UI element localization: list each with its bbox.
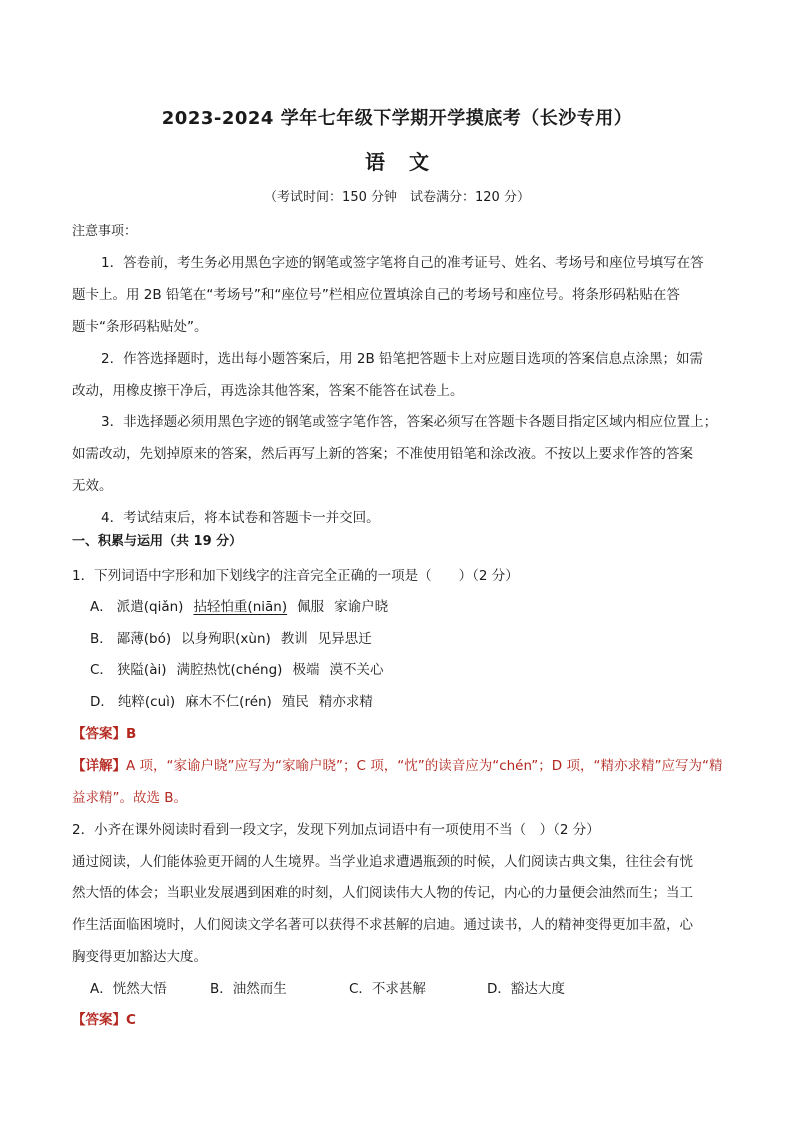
question-1-option-a: A． 派遣(qiǎn) 拈轻怕重(niān) 佩服 家谕户晓 <box>90 599 389 615</box>
question-1-stem: 1．下列词语中字形和加下划线字的注音完全正确的一项是（ ）（2 分） <box>72 568 519 584</box>
notice-line: 2．作答选择题时，选出每小题答案后，用 2B 铅笔把答题卡上对应题目选项的答案信息点涂黑；如需 <box>101 351 704 367</box>
question-2-option-a: A．恍然大悟 <box>90 981 167 997</box>
question-2-option-b: B．油然而生 <box>210 981 287 997</box>
notice-line: 1．答卷前，考生务必用黑色字迹的钢笔或签字笔将自己的准考证号、姓名、考场号和座位号填写在答 <box>101 255 704 271</box>
notice-heading: 注意事项： <box>72 224 138 239</box>
question-2-stem: 2．小齐在课外阅读时看到一段文字，发现下列加点词语中有一项使用不当（ ）（2 分） <box>72 822 600 838</box>
page-title: 2023-2024 学年七年级下学期开学摸底考（长沙专用） <box>161 108 633 129</box>
subject-title <box>0 146 794 175</box>
question-2-passage-line: 胸变得更加豁达大度。 <box>72 949 207 965</box>
notice-line: 题卡上。用 2B 铅笔在“考场号”和“座位号”栏相应位置填涂自己的考场号和座位号。将条形码粘贴在答 <box>72 287 680 303</box>
question-1-answer: 【答案】B <box>72 726 137 742</box>
question-2-answer: 【答案】C <box>72 1012 136 1028</box>
notice-line: 题卡“条形码粘贴处”。 <box>72 319 208 335</box>
notice-line: 无效。 <box>72 478 113 494</box>
notice-line: 如需改动，先划掉原来的答案，然后再写上新的答案；不准使用铅笔和涂改液。不按以上要求作答的答案 <box>72 446 693 462</box>
subject-char: 语 <box>365 150 385 174</box>
question-2-option-d: D．豁达大度 <box>487 981 565 997</box>
question-2-passage-line: 然大悟的体会；当职业发展遇到困难的时刻，人们阅读伟大人物的传记，内心的力量便会油然而生；当工 <box>72 885 693 901</box>
section-heading: 一、积累与运用（共 19 分） <box>72 534 243 549</box>
question-2-option-c: C．不求甚解 <box>349 981 426 997</box>
question-2-passage-line: 通过阅读，人们能体验更开阔的人生境界。当学业追求遭遇瓶颈的时候，人们阅读古典文集，往往会有恍 <box>72 854 693 870</box>
question-2-passage-line: 作生活面临困境时，人们阅读文学名著可以获得不求甚解的启迪。通过读书，人的精神变得更加丰盈，心 <box>72 917 693 933</box>
subject-char: 文 <box>409 150 429 174</box>
exam-info: （考试时间：150 分钟 试卷满分：120 分） <box>264 190 530 205</box>
notice-line: 改动，用橡皮擦干净后，再选涂其他答案，答案不能答在试卷上。 <box>72 383 464 399</box>
notice-line: 3．非选择题必须用黑色字迹的钢笔或签字笔作答，答案必须写在答题卡各题目指定区域内相应位置上； <box>101 414 718 430</box>
question-1-option-b: B． 鄙薄(bó) 以身殉职(xùn) 教训 见异思迁 <box>90 631 372 647</box>
question-1-detail-cont: 益求精”。故选 B。 <box>72 790 188 806</box>
question-1-option-d: D． 纯粹(cuì) 麻木不仁(rén) 殖民 精亦求精 <box>90 694 373 710</box>
notice-line: 4．考试结束后，将本试卷和答题卡一并交回。 <box>101 510 380 526</box>
question-1-option-c: C． 狭隘(ài) 满腔热忱(chéng) 极端 漠不关心 <box>90 662 384 678</box>
question-1-detail: 【详解】A 项，“家谕户晓”应写为“家喻户晓”；C 项，“忱”的读音应为“chén”；D 项，“精亦求精”应写为“精 <box>72 758 723 774</box>
